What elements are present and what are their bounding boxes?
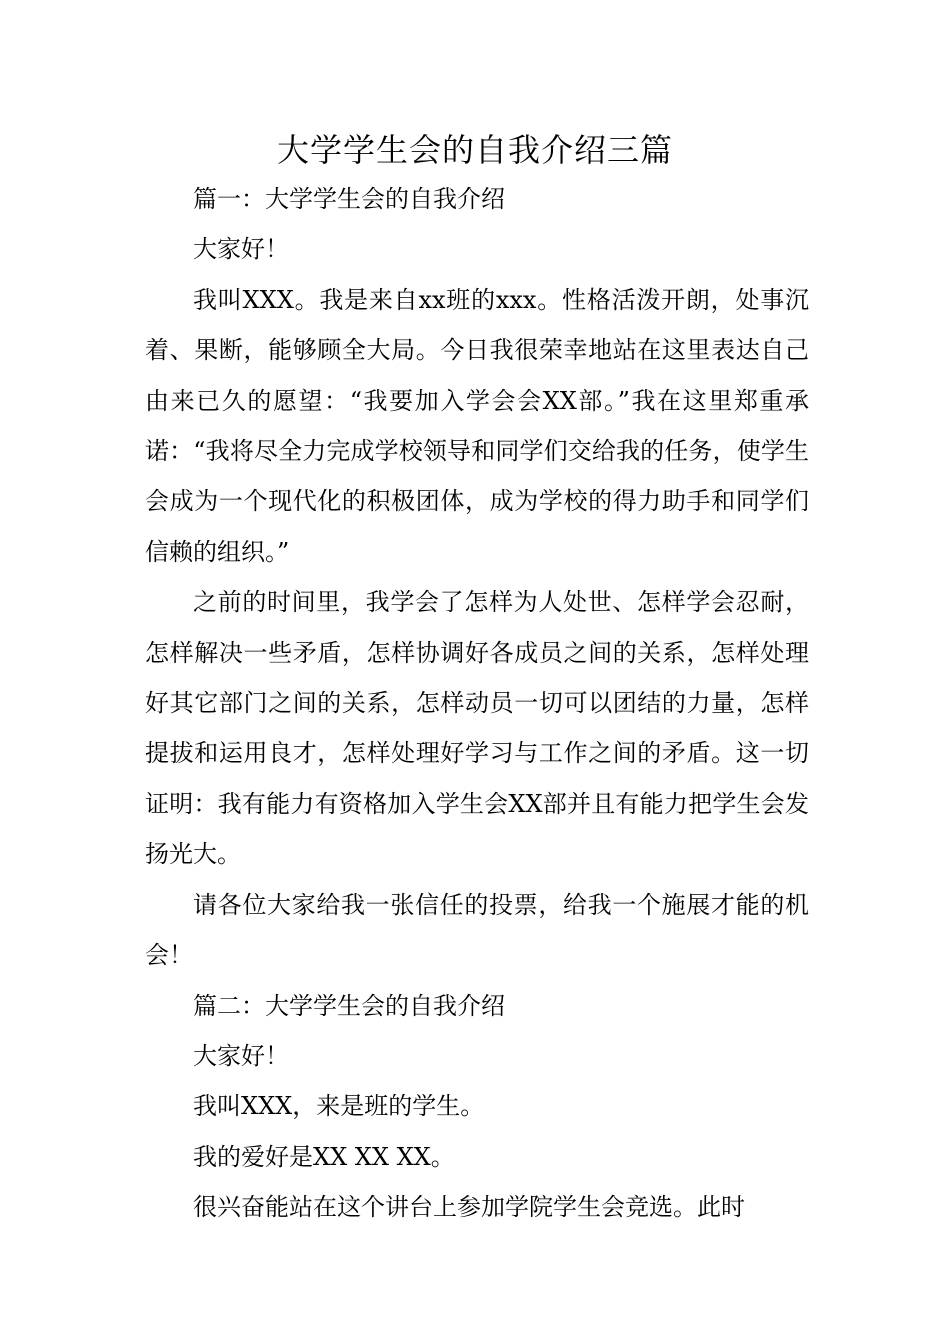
paragraph: 很兴奋能站在这个讲台上参加学院学生会竞选。此时 — [193, 1193, 745, 1222]
greeting: 大家好！ — [193, 1041, 289, 1070]
document-body — [145, 174, 809, 1233]
greeting: 大家好！ — [193, 235, 289, 264]
document-title: 大学学生会的自我介绍三篇 — [276, 131, 673, 169]
paragraph: 我的爱好是XX XX XX。 — [193, 1142, 455, 1171]
paragraph: 我叫XXX。我是来自xx班的xxx。性格活泼开朗，处事沉着、果断，能够顾全大局。今日我很荣幸地站在这里表达自己由来已久的愿望：“我要加入学会会XX部。”我在这里郑重承诺：“我将尽全力完成学校领导和同学们交给我的任务，使学生会成为一个现代化的积极团体，成为学校的得力助手和同学们信赖的组织。” — [145, 285, 809, 566]
paragraph: 我叫XXX，来是班的学生。 — [193, 1092, 485, 1121]
paragraph: 之前的时间里，我学会了怎样为人处世、怎样学会忍耐，怎样解决一些矛盾，怎样协调好各成员之间的关系，怎样处理好其它部门之间的关系，怎样动员一切可以团结的力量，怎样提拔和运用良才，怎样处理好学习与工作之间的矛盾。这一切证明：我有能力有资格加入学生会XX部并且有能力把学生会发扬光大。 — [145, 588, 809, 869]
section-heading: 篇一：大学学生会的自我介绍 — [193, 185, 505, 213]
paragraph: 请各位大家给我一张信任的投票，给我一个施展才能的机会！ — [145, 890, 809, 970]
section-heading: 篇二：大学学生会的自我介绍 — [193, 991, 505, 1020]
